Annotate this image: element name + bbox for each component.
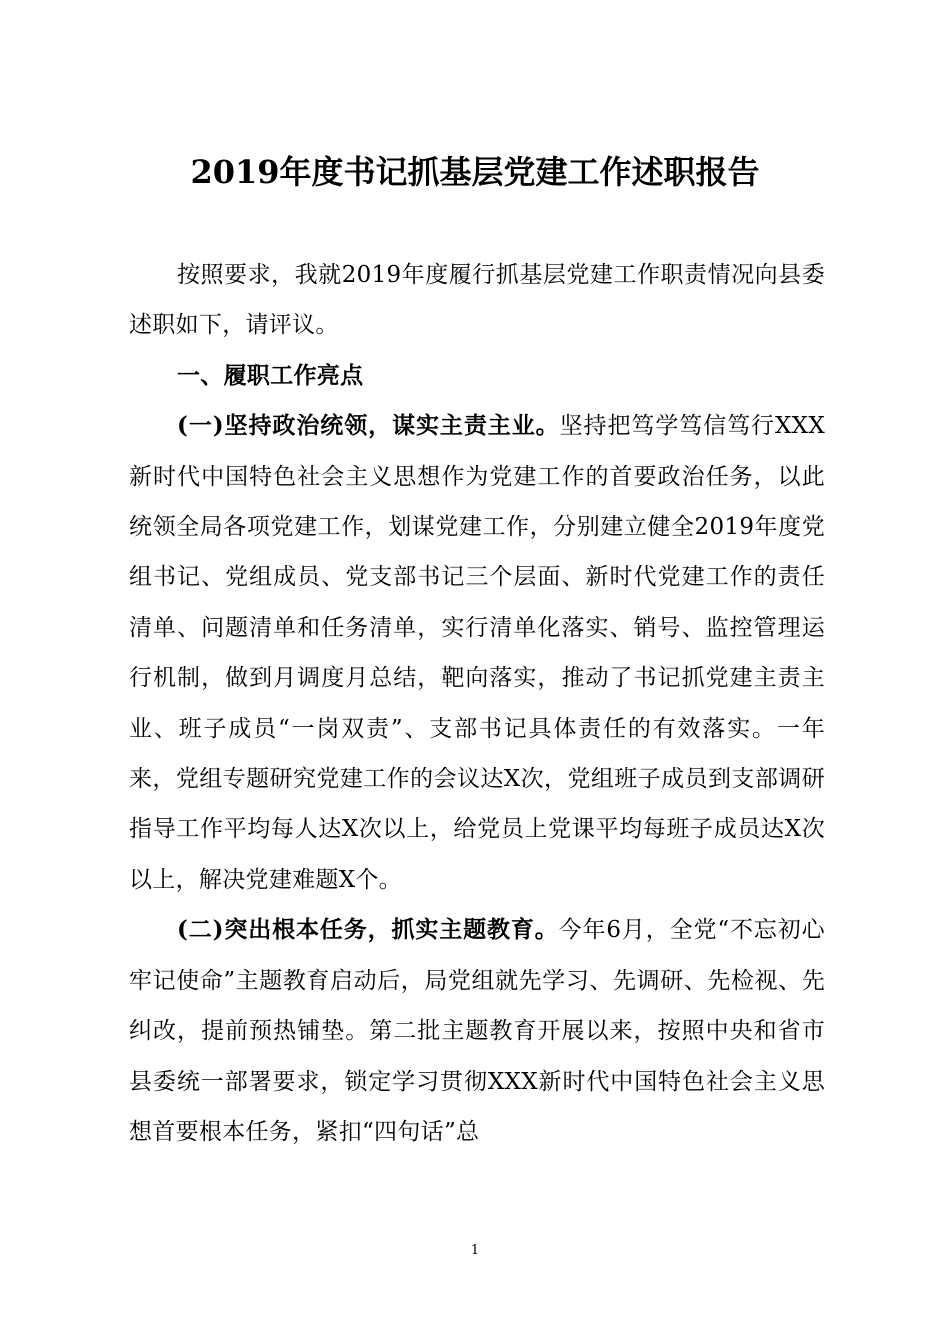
intro-paragraph: 按照要求，我就2019年度履行抓基层党建工作职责情况向县委述职如下，请评议。 [129,262,825,339]
paragraph-1 [129,401,825,905]
paragraph-2-lead: (二)突出根本任务，抓实主题教育。 [177,916,559,944]
paragraph-2-body: 今年6月，全党“不忘初心牢记使命”主题教育启动后，局党组就先学习、先调研、先检视、先纠改，提前预热铺垫。第二批主题教育开展以来，按照中央和省市县委统一部署要求，锁定学习贯彻XXX新时代中国特色社会主义思想首要根本任务，紧扣“四句话”总 [129,917,825,1145]
page-number: 1 [470,1243,480,1258]
paragraph-2 [129,905,825,1157]
document-title: 2019年度书记抓基层党建工作述职报告 [190,153,760,191]
document-body [129,250,825,1157]
paragraph-1-lead: (一)坚持政治统领，谋实主责主业。 [177,412,560,440]
paragraph-1-body: 坚持把笃学笃信笃行XXX新时代中国特色社会主义思想作为党建工作的首要政治任务，以此统领全局各项党建工作，划谋党建工作，分别建立健全2019年度党组书记、党组成员、党支部书记三个层面、新时代党建工作的责任清单、问题清单和任务清单，实行清单化落实、销号、监控管理运行机制，做到月调度月总结，靶向落实，推动了书记抓党建主责主业、班子成员“一岗双责”、支部书记具体责任的有效落实。一年来，党组专题研究党建工作的会议达X次，党组班子成员到支部调研指导工作平均每人达X次以上，给党员上党课平均每班子成员达X次以上，解决党建难题X个。 [129,413,825,893]
section-heading: 一、履职工作亮点 [177,361,364,389]
